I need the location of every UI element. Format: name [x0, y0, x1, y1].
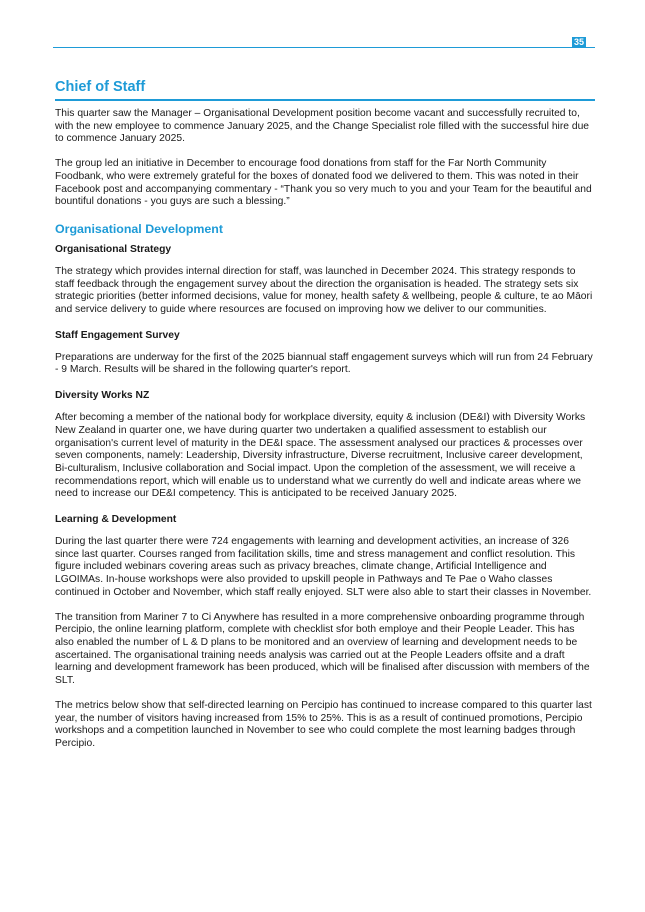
body-paragraph: During the last quarter there were 724 engagements with learning and development activities, an increase of 326 since last quarter. Courses ranged from facilitation skills, time and stress management and conflict resolution. This figure included webinars covering areas such as privacy breaches, climate change, Artificial Intelligence and LGOIMAs. In-house workshops were also provided to upskill people in Pathways and Te Pae o Waho classes continued in October and November, which staff really enjoyed. SLT were also able to start their classes in November. — [55, 536, 592, 598]
section-heading: Organisational Development — [55, 221, 223, 236]
page-number: 35 — [573, 37, 584, 47]
title-rule — [55, 99, 595, 101]
intro-paragraph: This quarter saw the Manager – Organisational Development position become vacant and successfully recruited to, with the new employee to commence January 2025, and the Change Specialist role filled with the successful hire due to commence January 2025. — [55, 108, 590, 145]
body-paragraph: The strategy which provides internal direction for staff, was launched in December 2024. This strategy responds to staff feedback through the engagement survey about the direction the organisation is headed. The strategy sets six strategic priorities (better informed decisions, value for money, health safety & wellbeing, people & culture, te ao Māori and service delivery to guide where resources are focused on improving how we deliver to our communities. — [55, 265, 593, 316]
subsection-heading-diversity-works: Diversity Works NZ — [55, 390, 150, 402]
page-content — [55, 77, 595, 763]
body-paragraph: The metrics below show that self-directed learning on Percipio has continued to increase compared to this quarter last year, the number of visitors having increased from 15% to 25%. This is as a result of continued promotions, Percipio workshops and a competition launched in November to see who could complete the most learning badges through Percipio. — [55, 699, 592, 749]
subsection-heading-staff-engagement-survey: Staff Engagement Survey — [55, 329, 180, 341]
header-rule — [53, 47, 595, 48]
intro-paragraph: The group led an initiative in December to encourage food donations from staff for the Far North Community Foodbank, who were extremely grateful for the boxes of donated food we delivered to them. This was noted in their Facebook post and accompanying commentary - “Thank you so very much to you and your Team for the beautiful and bountiful donations - you guys are such a blessing.” — [55, 158, 592, 208]
body-paragraph: After becoming a member of the national body for workplace diversity, equity & inclusion (DE&I) with Diversity Works New Zealand in quarter one, we have during quarter two undertaken a qualified assessment to establish our organisation's current level of maturity in the DE&I space. The assessment analysed our practices & processes over seven components, namely: Leadership, Diversity infrastructure, Diverse recruitment, Inclusive career development, Bi-culturalism, Inclusive collaboration and Social impact. Upon the completion of the assessment, we will receive a recommendations report, which will enable us to understand what we currently do well and indicate areas where we need to increase our DE&I competency. This is anticipated to be received January 2025. — [55, 412, 586, 500]
subsection-heading-organisational-strategy: Organisational Strategy — [55, 243, 172, 255]
body-paragraph: Preparations are underway for the first of the 2025 biannual staff engagement surveys which will run from 24 February - 9 March. Results will be shared in the following quarter's report. — [55, 351, 593, 376]
body-paragraph: The transition from Mariner 7 to Ci Anywhere has resulted in a more comprehensive onboarding programme through Percipio, the online learning platform, complete with checklist sfor both employe and their People Leader. This has also enabled the number of L & D plans to be monitored and an overview of learning and development needs to be ascertained. The organisational training needs analysis was carried out at the People Leaders offsite and a draft learning and development framework has been produced, which will be finalised after discussion with members of the SLT. — [55, 611, 590, 687]
page-title: Chief of Staff — [55, 79, 146, 95]
subsection-heading-learning-development: Learning & Development — [55, 514, 177, 526]
